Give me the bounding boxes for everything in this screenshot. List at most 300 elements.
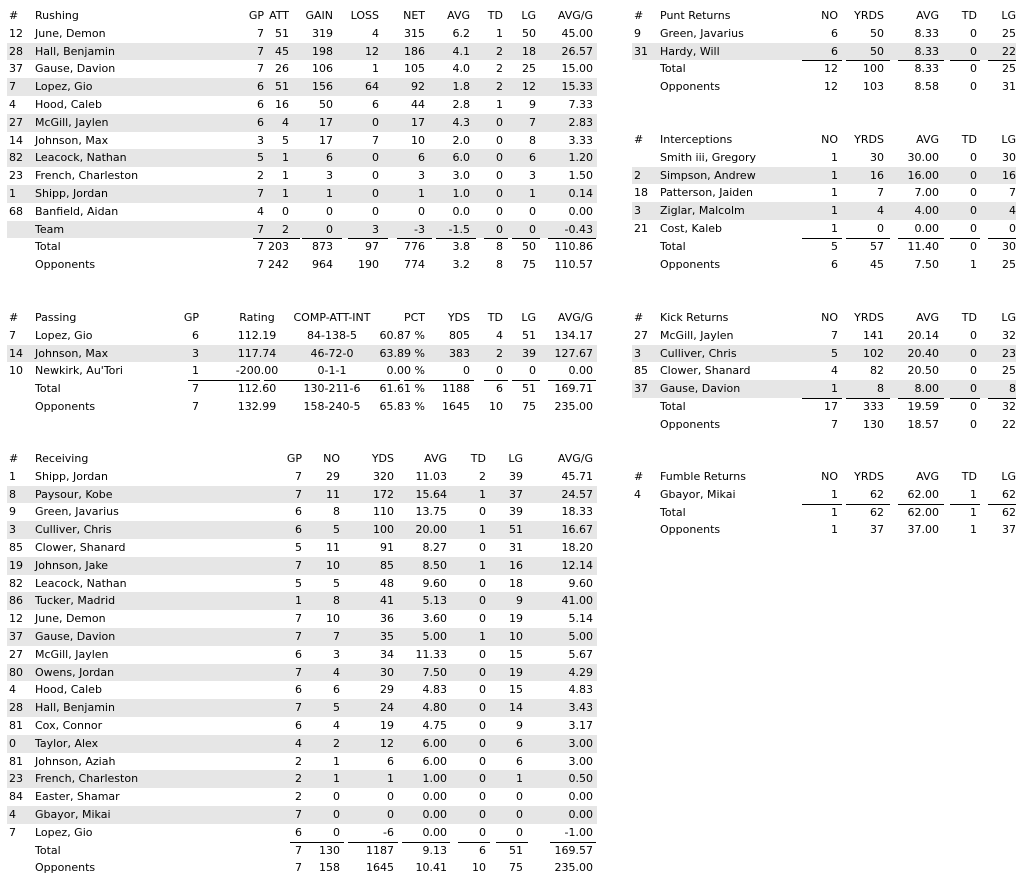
player-row xyxy=(7,770,597,788)
stat-value: 45 xyxy=(275,44,289,58)
player-name: Green, Javarius xyxy=(35,505,119,519)
stat-value: 7 xyxy=(333,629,340,643)
stat-value: 1 xyxy=(831,221,838,235)
stat-value: 6 xyxy=(295,523,302,537)
stat-value: 6 xyxy=(257,97,264,111)
column-header: AVG/G xyxy=(557,452,593,465)
stat-value: 29 xyxy=(380,683,394,697)
stat-value: 4.83 xyxy=(568,683,593,697)
stat-value: 0 xyxy=(372,169,379,183)
stat-value: -6 xyxy=(383,825,394,839)
total-value: 97 xyxy=(365,240,379,254)
stat-value: -3 xyxy=(414,222,425,236)
jersey-number: 81 xyxy=(9,718,23,732)
stat-value: 0 xyxy=(970,204,977,218)
player-name: Culliver, Chris xyxy=(35,523,112,537)
table-header-row xyxy=(632,7,1016,25)
jersey-number: 37 xyxy=(9,62,23,76)
jersey-number: 28 xyxy=(9,701,23,715)
stat-value: 7 xyxy=(257,44,264,58)
stat-value: 45.71 xyxy=(561,469,593,483)
total-value: 22 xyxy=(1002,417,1016,431)
player-name: Clower, Shanard xyxy=(660,364,751,378)
stat-value: 64 xyxy=(365,80,379,94)
total-value: 37 xyxy=(1002,523,1016,537)
jersey-number: 12 xyxy=(9,612,23,626)
stat-value: 8.33 xyxy=(914,44,939,58)
stat-value: 3 xyxy=(529,169,536,183)
stat-value: 0 xyxy=(496,151,503,165)
stat-value: 5 xyxy=(282,133,289,147)
stat-value: 16.00 xyxy=(907,168,939,182)
stat-value: -0.43 xyxy=(564,222,593,236)
stat-value: 8.33 xyxy=(914,26,939,40)
stat-value: 2 xyxy=(496,346,503,360)
stat-value: 7 xyxy=(295,807,302,821)
player-row xyxy=(7,592,597,610)
jersey-number: 86 xyxy=(9,594,23,608)
total-value: 32 xyxy=(1002,399,1016,413)
total-value: 8.33 xyxy=(914,62,939,76)
player-name: McGill, Jaylen xyxy=(35,115,109,129)
stat-value: 0 xyxy=(479,772,486,786)
stat-value: 6 xyxy=(326,151,333,165)
stat-value: 5 xyxy=(333,701,340,715)
total-value: 130-211-6 xyxy=(303,382,361,396)
stat-value: 106 xyxy=(312,62,333,76)
column-header: TD xyxy=(487,9,503,22)
stat-value: 0 xyxy=(479,594,486,608)
totals-label: Opponents xyxy=(660,417,721,431)
totals-label: Opponents xyxy=(660,523,721,537)
stat-value: 17 xyxy=(319,133,333,147)
stat-value: 0 xyxy=(970,186,977,200)
stat-value: 6 xyxy=(295,683,302,697)
punt-returns-table xyxy=(632,7,1016,96)
stat-value: 8.27 xyxy=(422,540,447,554)
player-row xyxy=(7,221,597,239)
total-value: 62 xyxy=(870,505,884,519)
column-header: GAIN xyxy=(305,9,333,22)
opponents-row xyxy=(632,78,1016,96)
stat-value: 1 xyxy=(282,169,289,183)
jersey-number: 82 xyxy=(9,151,23,165)
total-value: 774 xyxy=(404,258,425,272)
stat-value: 383 xyxy=(449,346,470,360)
total-value: 7 xyxy=(295,861,302,875)
stat-value: 186 xyxy=(404,44,425,58)
totals-label: Opponents xyxy=(35,258,96,272)
stat-value: 198 xyxy=(312,44,333,58)
stat-value: 1.50 xyxy=(568,169,593,183)
column-header: AVG xyxy=(447,9,470,22)
jersey-number: 27 xyxy=(9,115,23,129)
stat-value: 117.74 xyxy=(237,346,277,360)
stat-value: 0 xyxy=(496,204,503,218)
stat-value: 6 xyxy=(257,80,264,94)
stat-value: 1.8 xyxy=(452,80,470,94)
total-value: 61.61 % xyxy=(379,382,425,396)
stat-value: 1 xyxy=(496,97,503,111)
stat-value: 3 xyxy=(333,647,340,661)
stat-value: 1 xyxy=(479,523,486,537)
total-value: 3.2 xyxy=(452,258,470,272)
player-row xyxy=(7,628,597,646)
player-name: McGill, Jaylen xyxy=(660,328,734,342)
stat-value: 62 xyxy=(870,487,884,501)
column-header: AVG xyxy=(916,311,939,324)
stat-value: 11 xyxy=(326,487,340,501)
stat-value: 84-138-5 xyxy=(307,328,357,342)
player-name: Hall, Benjamin xyxy=(35,701,115,715)
stat-value: 7 xyxy=(1009,186,1016,200)
stat-value: 0 xyxy=(387,790,394,804)
stat-value: 16 xyxy=(275,97,289,111)
stat-value: 8.50 xyxy=(422,558,447,572)
stat-value: 5 xyxy=(295,540,302,554)
header-number-sign: # xyxy=(634,311,644,324)
totals-label: Total xyxy=(660,505,686,519)
total-value: 235.00 xyxy=(554,399,593,413)
column-header: NO xyxy=(821,9,838,22)
stat-value: 3 xyxy=(326,169,333,183)
total-value: 8 xyxy=(496,240,503,254)
player-row xyxy=(632,184,1016,202)
player-name: June, Demon xyxy=(35,612,106,626)
stat-value: 6 xyxy=(372,97,379,111)
column-header: NO xyxy=(323,452,340,465)
stat-value: 2 xyxy=(496,44,503,58)
stat-value: 3.33 xyxy=(568,133,593,147)
total-value: 6 xyxy=(496,382,503,396)
table-title: Punt Returns xyxy=(660,9,731,22)
jersey-number: 31 xyxy=(634,44,648,58)
stat-value: 1 xyxy=(387,772,394,786)
stat-value: 2 xyxy=(295,754,302,768)
total-value: 75 xyxy=(522,258,536,272)
stat-value: 16 xyxy=(1002,168,1016,182)
player-name: McGill, Jaylen xyxy=(35,647,109,661)
stat-value: 110 xyxy=(373,505,394,519)
stat-value: 23 xyxy=(1002,346,1016,360)
stat-value: 16 xyxy=(509,558,523,572)
player-name: Owens, Jordan xyxy=(35,665,115,679)
player-row xyxy=(7,114,597,132)
stat-value: 7 xyxy=(295,665,302,679)
player-name: Easter, Shamar xyxy=(35,790,120,804)
stat-value: 0 xyxy=(479,754,486,768)
stat-value: 1 xyxy=(831,168,838,182)
jersey-number: 37 xyxy=(634,382,648,396)
total-value: 0 xyxy=(970,399,977,413)
stat-value: 172 xyxy=(373,487,394,501)
interceptions-table xyxy=(632,131,1016,273)
table-header-row xyxy=(7,309,597,327)
stat-value: 0 xyxy=(463,364,470,378)
player-name: June, Demon xyxy=(35,26,106,40)
total-value: 235.00 xyxy=(554,861,593,875)
jersey-number: 82 xyxy=(9,576,23,590)
column-header: NO xyxy=(821,311,838,324)
stat-value: 5 xyxy=(295,576,302,590)
jersey-number: 68 xyxy=(9,204,23,218)
stat-value: 4 xyxy=(282,115,289,129)
column-header: LG xyxy=(1001,311,1016,324)
stat-value: 0.00 xyxy=(422,825,447,839)
player-row xyxy=(7,575,597,593)
stat-value: 4.29 xyxy=(568,665,593,679)
player-name: Cost, Kaleb xyxy=(660,221,723,235)
stat-value: 51 xyxy=(275,26,289,40)
stat-value: 7 xyxy=(257,186,264,200)
table-header-row xyxy=(7,450,597,468)
jersey-number: 85 xyxy=(9,540,23,554)
player-name: French, Charleston xyxy=(35,772,139,786)
stat-value: 7 xyxy=(257,62,264,76)
jersey-number: 3 xyxy=(634,346,641,360)
total-value: 1 xyxy=(831,505,838,519)
column-header: AVG xyxy=(916,9,939,22)
stat-value: 35 xyxy=(380,629,394,643)
stat-value: 6 xyxy=(295,647,302,661)
stat-value: 4 xyxy=(496,328,503,342)
stat-value: 9.60 xyxy=(422,576,447,590)
stat-value: 0 xyxy=(479,807,486,821)
stat-value: 7.50 xyxy=(422,665,447,679)
stat-value: 5.14 xyxy=(568,612,593,626)
table-title: Receiving xyxy=(35,452,89,465)
total-value: 169.71 xyxy=(554,382,593,396)
stat-value: 0 xyxy=(496,364,503,378)
stat-value: 1 xyxy=(192,364,199,378)
stat-value: 105 xyxy=(404,62,425,76)
stat-value: 16.67 xyxy=(561,523,593,537)
stat-value: 7 xyxy=(295,612,302,626)
stat-value: 0 xyxy=(479,736,486,750)
player-row xyxy=(7,486,597,504)
total-value: 51 xyxy=(509,843,523,857)
total-value: 1 xyxy=(831,523,838,537)
jersey-number: 7 xyxy=(9,825,16,839)
player-row xyxy=(632,327,1016,345)
player-name: Newkirk, Au'Tori xyxy=(35,364,123,378)
player-row xyxy=(7,717,597,735)
stat-value: 102 xyxy=(863,346,884,360)
stat-value: 0 xyxy=(333,825,340,839)
player-row xyxy=(7,557,597,575)
stat-value: 20.50 xyxy=(907,364,939,378)
stat-value: 141 xyxy=(863,328,884,342)
stat-value: 34 xyxy=(380,647,394,661)
total-value: 6 xyxy=(831,257,838,271)
total-value: 51 xyxy=(522,382,536,396)
column-header: AVG/G xyxy=(557,9,593,22)
table-header-row xyxy=(632,131,1016,149)
stat-value: 12 xyxy=(522,80,536,94)
stat-value: 2 xyxy=(295,772,302,786)
table-header-row xyxy=(7,7,597,25)
player-name: French, Charleston xyxy=(35,169,139,183)
player-row xyxy=(7,167,597,185)
header-number-sign: # xyxy=(634,9,644,22)
stat-value: 7 xyxy=(295,629,302,643)
stat-value: 7 xyxy=(257,222,264,236)
stat-value: 2.83 xyxy=(568,115,593,129)
jersey-number: 9 xyxy=(634,26,641,40)
player-row xyxy=(632,486,1016,504)
stat-value: 4 xyxy=(257,204,264,218)
jersey-number: 7 xyxy=(9,328,16,342)
total-value: 3.8 xyxy=(452,240,470,254)
stat-value: 22 xyxy=(1002,44,1016,58)
player-name: Tucker, Madrid xyxy=(35,594,116,608)
opponents-row xyxy=(632,416,1016,434)
total-value: 100 xyxy=(863,62,884,76)
stat-value: 0 xyxy=(970,328,977,342)
total-value: 31 xyxy=(1002,80,1016,94)
column-header: LG xyxy=(521,311,536,324)
stat-value: 3.17 xyxy=(568,718,593,732)
stat-value: -1.5 xyxy=(448,222,470,236)
player-row xyxy=(7,43,597,61)
stat-value: 26 xyxy=(275,62,289,76)
stat-value: 0 xyxy=(326,222,333,236)
stat-value: 0 xyxy=(496,169,503,183)
total-value: 65.83 % xyxy=(379,399,425,413)
total-value: 190 xyxy=(358,258,379,272)
stat-value: 10 xyxy=(326,558,340,572)
stat-value: 31 xyxy=(509,540,523,554)
stat-value: 39 xyxy=(509,469,523,483)
totals-label: Total xyxy=(35,240,61,254)
stat-value: 62.00 xyxy=(907,487,939,501)
total-value: 7 xyxy=(192,382,199,396)
stat-value: 1 xyxy=(333,772,340,786)
player-name: Hood, Caleb xyxy=(35,97,102,111)
total-value: 12 xyxy=(824,62,838,76)
stat-value: 1 xyxy=(831,204,838,218)
column-header: NET xyxy=(403,9,425,22)
column-header: COMP-ATT-INT xyxy=(293,311,371,324)
player-row xyxy=(7,185,597,203)
player-name: Shipp, Jordan xyxy=(35,186,108,200)
total-value: 45 xyxy=(870,257,884,271)
total-value: 1 xyxy=(970,257,977,271)
column-header: LOSS xyxy=(350,9,379,22)
total-value: 6 xyxy=(479,843,486,857)
player-name: Johnson, Max xyxy=(35,346,109,360)
total-value: 50 xyxy=(522,240,536,254)
total-value: 103 xyxy=(863,80,884,94)
stat-value: 5 xyxy=(333,523,340,537)
stat-value: 41.00 xyxy=(561,594,593,608)
player-name: Smith iii, Gregory xyxy=(660,150,757,164)
table-title: Kick Returns xyxy=(660,311,729,324)
total-row xyxy=(632,60,1016,78)
stat-value: 4.0 xyxy=(452,62,470,76)
stat-value: 44 xyxy=(411,97,425,111)
header-number-sign: # xyxy=(634,470,644,483)
stat-value: 12 xyxy=(380,736,394,750)
total-value: 11.40 xyxy=(907,239,939,253)
column-header: PCT xyxy=(403,311,425,324)
stat-value: 6 xyxy=(295,505,302,519)
player-row xyxy=(7,539,597,557)
totals-label: Opponents xyxy=(660,80,721,94)
totals-label: Total xyxy=(35,382,61,396)
stat-value: 0 xyxy=(1009,221,1016,235)
stat-value: 63.89 % xyxy=(379,346,425,360)
total-value: 62 xyxy=(1002,505,1016,519)
column-header: GP xyxy=(183,311,199,324)
stat-value: 0 xyxy=(479,701,486,715)
stat-value: 5 xyxy=(333,576,340,590)
total-value: 7 xyxy=(257,258,264,272)
player-row xyxy=(7,646,597,664)
stat-value: 3.00 xyxy=(568,736,593,750)
stat-value: 3.00 xyxy=(568,754,593,768)
stat-value: 2 xyxy=(496,62,503,76)
stat-value: 0 xyxy=(479,825,486,839)
column-header: YRDS xyxy=(854,133,884,146)
stat-value: 0 xyxy=(529,204,536,218)
stat-value: 805 xyxy=(449,328,470,342)
player-name: Gause, Davion xyxy=(660,382,741,396)
stat-value: 17 xyxy=(319,115,333,129)
stat-value: 4 xyxy=(333,665,340,679)
total-value: 169.57 xyxy=(554,843,593,857)
total-value: 1 xyxy=(970,505,977,519)
stat-value: 11.33 xyxy=(415,647,447,661)
column-header: TD xyxy=(961,133,977,146)
column-header: Rating xyxy=(239,311,275,324)
jersey-number: 3 xyxy=(9,523,16,537)
jersey-number: 84 xyxy=(9,790,23,804)
player-name: Gbayor, Mikai xyxy=(35,807,111,821)
stat-value: 45.00 xyxy=(561,26,593,40)
opponents-row xyxy=(7,398,597,416)
jersey-number: 4 xyxy=(634,487,641,501)
stat-value: 1 xyxy=(529,186,536,200)
player-row xyxy=(7,681,597,699)
total-value: 37 xyxy=(870,523,884,537)
stat-value: 0 xyxy=(970,221,977,235)
player-row xyxy=(7,203,597,221)
player-row xyxy=(7,96,597,114)
jersey-number: 18 xyxy=(634,186,648,200)
stat-value: 85 xyxy=(380,558,394,572)
column-header: YRDS xyxy=(854,470,884,483)
stat-value: 0 xyxy=(372,204,379,218)
stat-value: 1 xyxy=(831,487,838,501)
stat-value: 1.00 xyxy=(422,772,447,786)
jersey-number: 85 xyxy=(634,364,648,378)
total-value: 0 xyxy=(970,80,977,94)
stat-value: 9 xyxy=(516,718,523,732)
stat-value: 0.00 xyxy=(914,221,939,235)
total-value: 203 xyxy=(268,240,289,254)
stat-value: 0 xyxy=(479,612,486,626)
stat-value: 6 xyxy=(831,26,838,40)
player-name: Leacock, Nathan xyxy=(35,151,127,165)
stat-value: 0 xyxy=(496,186,503,200)
passing-table xyxy=(7,309,597,416)
total-value: 0 xyxy=(970,62,977,76)
player-row xyxy=(7,60,597,78)
stat-value: 2 xyxy=(282,222,289,236)
column-header: AVG/G xyxy=(557,311,593,324)
stat-value: 0 xyxy=(372,186,379,200)
